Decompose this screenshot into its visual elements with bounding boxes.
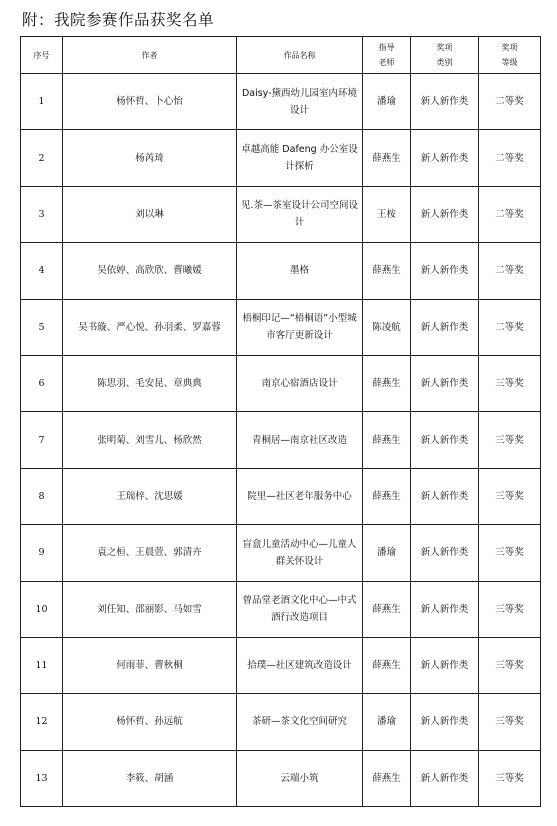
row-advisor: 王桉: [363, 186, 411, 242]
row-number: 3: [21, 186, 63, 242]
table-row: [21, 355, 541, 411]
row-award-grade: 二等奖: [479, 186, 541, 242]
row-award-grade: 三等奖: [479, 468, 541, 524]
row-number: 9: [21, 525, 63, 581]
row-award-grade: 三等奖: [479, 412, 541, 468]
row-work-title: 曾品堂老酒文化中心—中式酒行改造项目: [237, 581, 363, 637]
row-award-grade: 三等奖: [479, 355, 541, 411]
row-work-title: 云端小筑: [237, 750, 363, 806]
row-work-title: 见.茶—茶室设计公司空间设计: [237, 186, 363, 242]
table-row: [21, 130, 541, 186]
table-row: [21, 299, 541, 355]
row-advisor: 薛燕生: [363, 750, 411, 806]
row-number: 7: [21, 412, 63, 468]
row-number: 8: [21, 468, 63, 524]
row-authors: 杨怀哲、卜心怡: [63, 74, 237, 130]
row-authors: 陈思羽、毛安昆、章典典: [63, 355, 237, 411]
header-grade: 奖项 等级: [479, 37, 541, 74]
row-award-grade: 三等奖: [479, 694, 541, 750]
row-work-title: 卓越高能 Dafeng 办公室设计探析: [237, 130, 363, 186]
row-work-title: 梧桐印记—“梧桐语”小型城市客厅更新设计: [237, 299, 363, 355]
table-row: [21, 525, 541, 581]
row-award-category: 新人新作类: [411, 412, 479, 468]
table-header-row: [21, 37, 541, 74]
row-work-title: 南京心宿酒店设计: [237, 355, 363, 411]
header-authors: 作者: [63, 37, 237, 74]
header-advisor: 指导 老师: [363, 37, 411, 74]
row-number: 2: [21, 130, 63, 186]
row-advisor: 薛燕生: [363, 637, 411, 693]
row-number: 6: [21, 355, 63, 411]
row-number: 5: [21, 299, 63, 355]
row-advisor: 薛燕生: [363, 355, 411, 411]
row-award-grade: 二等奖: [479, 299, 541, 355]
row-award-grade: 二等奖: [479, 243, 541, 299]
table-row: [21, 412, 541, 468]
row-number: 13: [21, 750, 63, 806]
row-authors: 吴书璇、严心悦、孙羽柔、罗嘉蓉: [63, 299, 237, 355]
row-award-category: 新人新作类: [411, 74, 479, 130]
row-advisor: 薛燕生: [363, 130, 411, 186]
row-award-grade: 三等奖: [479, 581, 541, 637]
row-advisor: 薛燕生: [363, 468, 411, 524]
row-work-title: 拾璞—社区建筑改造设计: [237, 637, 363, 693]
row-award-grade: 二等奖: [479, 74, 541, 130]
row-authors: 吴依婷、高欣欣、曹曦媛: [63, 243, 237, 299]
row-work-title: 盲盒儿童活动中心—儿童人群关怀设计: [237, 525, 363, 581]
row-work-title: Daisy-黛西幼儿园室内环境设计: [237, 74, 363, 130]
row-award-category: 新人新作类: [411, 299, 479, 355]
table-row: [21, 243, 541, 299]
table-body: [21, 74, 541, 807]
table-row: [21, 186, 541, 242]
row-number: 11: [21, 637, 63, 693]
row-number: 4: [21, 243, 63, 299]
row-work-title: 茶研—茶文化空间研究: [237, 694, 363, 750]
row-award-category: 新人新作类: [411, 130, 479, 186]
table-row: [21, 74, 541, 130]
row-advisor: 潘瑜: [363, 74, 411, 130]
row-authors: 袁之桓、王晨萱、郭清卉: [63, 525, 237, 581]
row-advisor: 薛燕生: [363, 412, 411, 468]
table-row: [21, 750, 541, 806]
row-authors: 杨芮琦: [63, 130, 237, 186]
row-advisor: 薛燕生: [363, 243, 411, 299]
header-no: 序号: [21, 37, 63, 74]
table-row: [21, 468, 541, 524]
row-award-category: 新人新作类: [411, 468, 479, 524]
header-category: 奖项 类别: [411, 37, 479, 74]
row-award-grade: 三等奖: [479, 525, 541, 581]
row-authors: 李筱、胡涵: [63, 750, 237, 806]
row-award-category: 新人新作类: [411, 525, 479, 581]
row-authors: 王瑞梓、沈思媛: [63, 468, 237, 524]
document-title: 附：我院参赛作品获奖名单: [22, 11, 215, 29]
row-authors: 刘任知、邵丽影、马如雪: [63, 581, 237, 637]
row-authors: 刘以琳: [63, 186, 237, 242]
row-award-grade: 三等奖: [479, 637, 541, 693]
row-award-category: 新人新作类: [411, 186, 479, 242]
row-award-category: 新人新作类: [411, 581, 479, 637]
row-number: 12: [21, 694, 63, 750]
row-number: 1: [21, 74, 63, 130]
row-work-title: 院里—社区老年服务中心: [237, 468, 363, 524]
row-award-category: 新人新作类: [411, 750, 479, 806]
row-award-category: 新人新作类: [411, 637, 479, 693]
table-row: [21, 694, 541, 750]
row-advisor: 潘瑜: [363, 694, 411, 750]
row-award-grade: 三等奖: [479, 750, 541, 806]
row-advisor: 陈凌航: [363, 299, 411, 355]
row-work-title: 墨格: [237, 243, 363, 299]
row-award-category: 新人新作类: [411, 694, 479, 750]
row-advisor: 潘瑜: [363, 525, 411, 581]
row-advisor: 薛燕生: [363, 581, 411, 637]
row-authors: 杨怀哲、孙远航: [63, 694, 237, 750]
table-row: [21, 637, 541, 693]
row-authors: 张明菊、刘雪儿、杨欣然: [63, 412, 237, 468]
row-authors: 何雨菲、曹秋桐: [63, 637, 237, 693]
row-award-category: 新人新作类: [411, 243, 479, 299]
row-number: 10: [21, 581, 63, 637]
awards-table: [20, 36, 541, 807]
row-work-title: 青桐居—南京社区改造: [237, 412, 363, 468]
row-award-category: 新人新作类: [411, 355, 479, 411]
table-row: [21, 581, 541, 637]
header-work: 作品名称: [237, 37, 363, 74]
row-award-grade: 二等奖: [479, 130, 541, 186]
